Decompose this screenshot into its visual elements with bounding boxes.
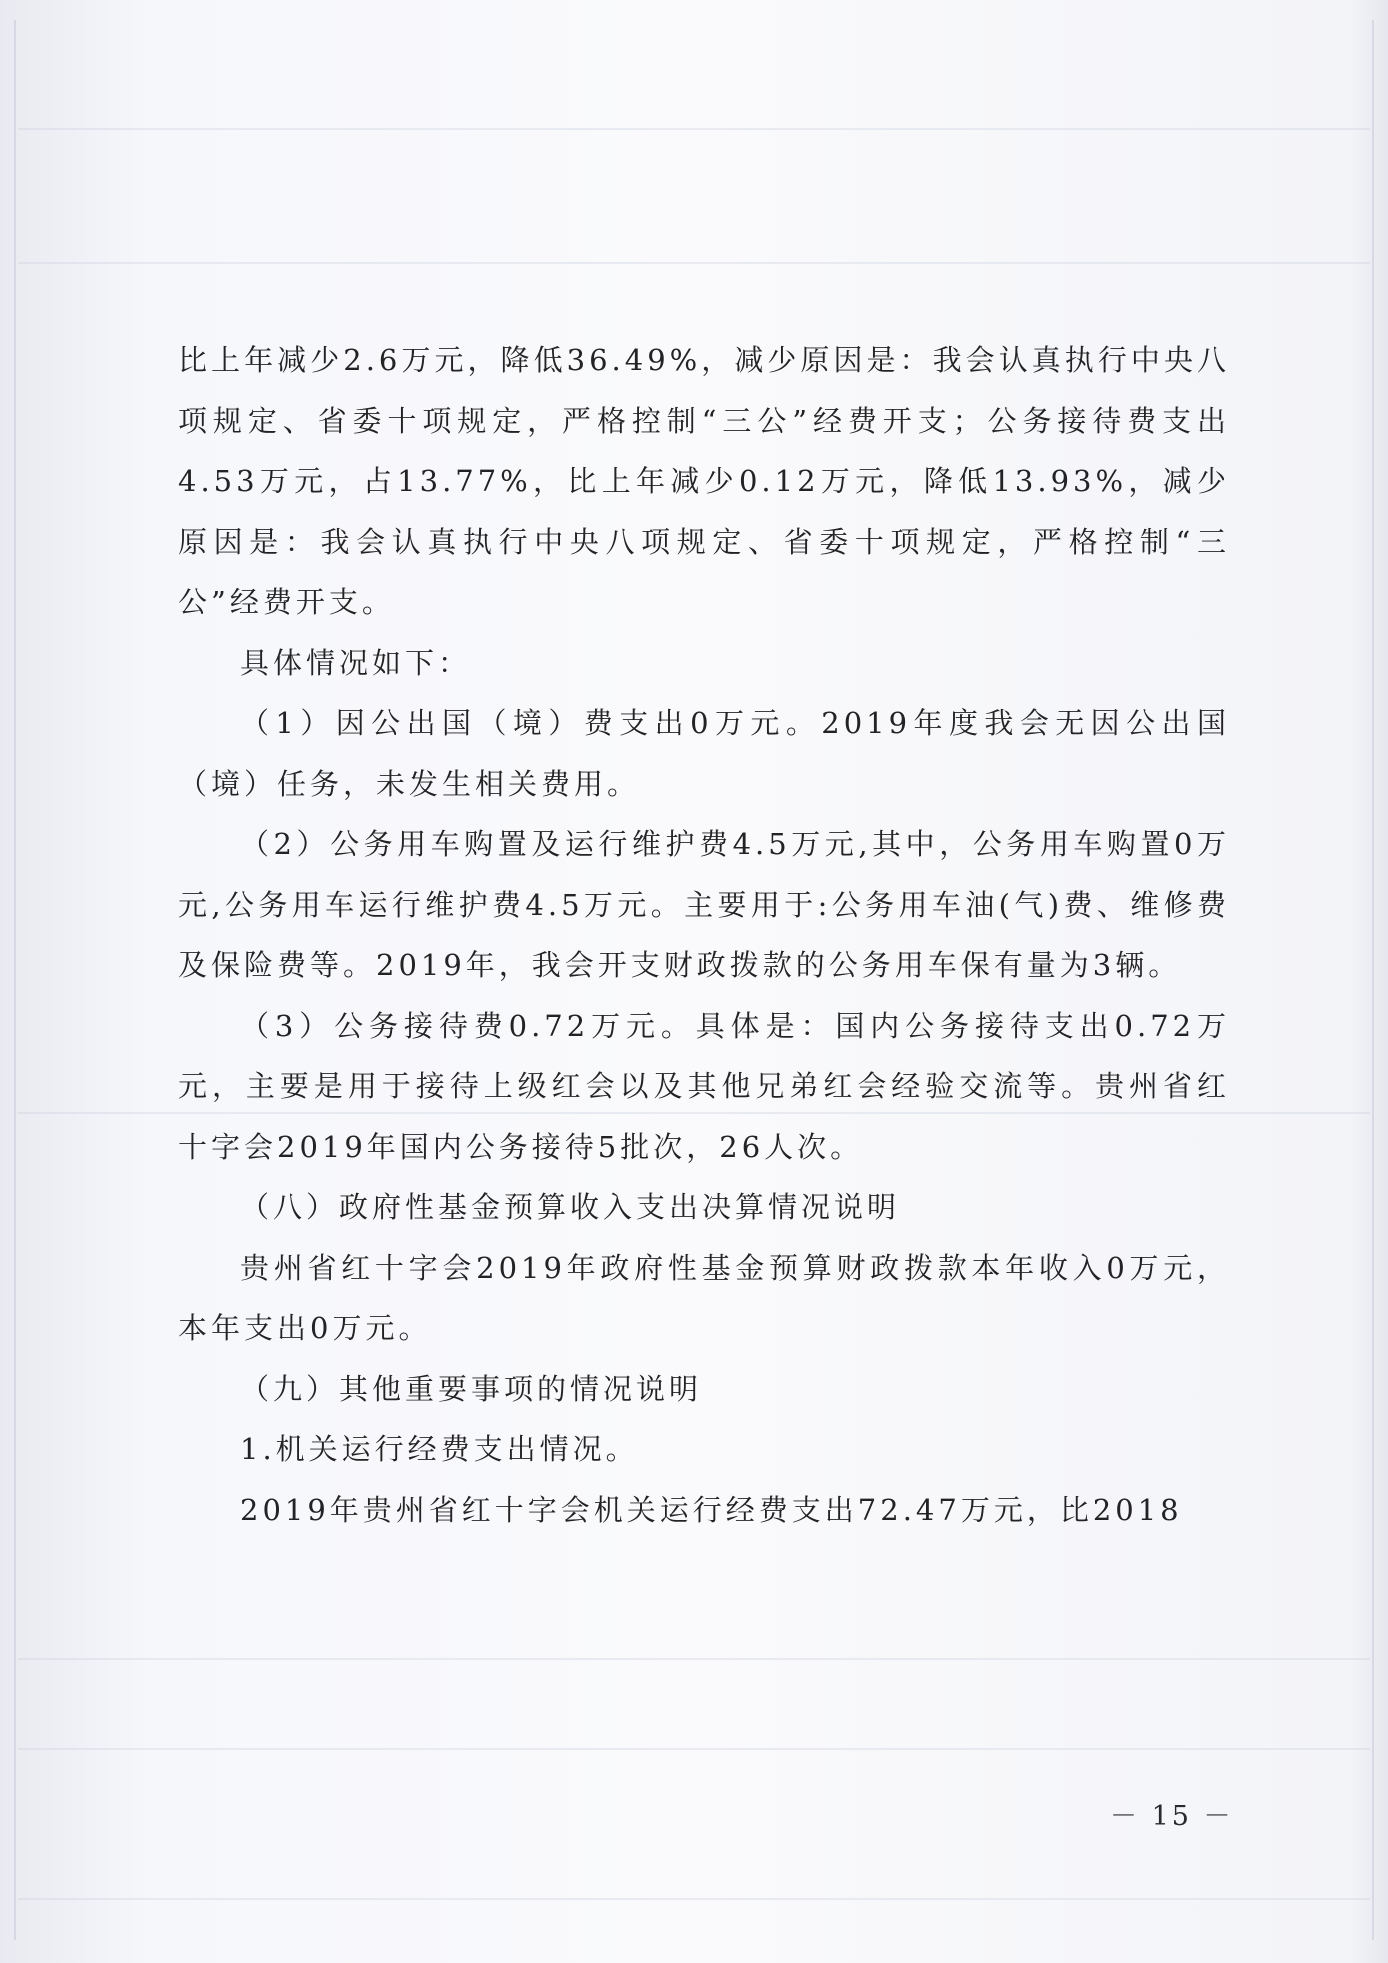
section-heading-8: （八）政府性基金预算收入支出决算情况说明 <box>240 1190 901 1224</box>
paragraph-details-intro: 具体情况如下： <box>240 645 472 680</box>
paragraph-continued: 比上年减少2.6万元，降低36.49%，减少原因是：我会认真执行中央八项规定、省委十项规定，严格控制“三公”经费开支；公务接待费支出4.53万元，占13.77%，比上年减少0.12万元，降低13.93%，减少原因是：我会认真执行中央八项规定、省委十项规定，严格控制“三公”经费开支。 <box>178 343 1230 619</box>
document-body <box>178 330 1230 1540</box>
paragraph-overseas-expense: （1）因公出国（境）费支出0万元。2019年度我会无因公出国（境）任务，未发生相关费用。 <box>178 706 1230 801</box>
paragraph-vehicle-expense: （2）公务用车购置及运行维护费4.5万元,其中，公务用车购置0万元,公务用车运行维护费4.5万元。主要用于:公务用车油(气)费、维修费及保险费等。2019年，我会开支财政拨款的公务用车保有量为3辆。 <box>178 827 1230 982</box>
page-number: － 15 － <box>1110 1801 1234 1832</box>
section-heading-9: （九）其他重要事项的情况说明 <box>240 1371 703 1406</box>
scan-edge-right <box>1372 20 1374 1940</box>
paragraph-reception-expense: （3）公务接待费0.72万元。具体是：国内公务接待支出0.72万元，主要是用于接待上级红会以及其他兄弟红会经验交流等。贵州省红十字会2019年国内公务接待5批次，26人次。 <box>178 1008 1230 1164</box>
scan-edge-left <box>14 20 16 1940</box>
scan-band <box>18 1748 1370 1750</box>
scan-band <box>18 1658 1370 1660</box>
scan-band <box>18 128 1370 130</box>
scan-band <box>18 1898 1370 1900</box>
paragraph-government-fund: 贵州省红十字会2019年政府性基金预算财政拨款本年收入0万元，本年支出0万元。 <box>178 1250 1230 1345</box>
scan-band <box>18 262 1370 264</box>
paragraph-operating-expense: 2019年贵州省红十字会机关运行经费支出72.47万元，比2018 <box>240 1492 1183 1527</box>
subsection-heading-1: 1.机关运行经费支出情况。 <box>240 1432 639 1466</box>
